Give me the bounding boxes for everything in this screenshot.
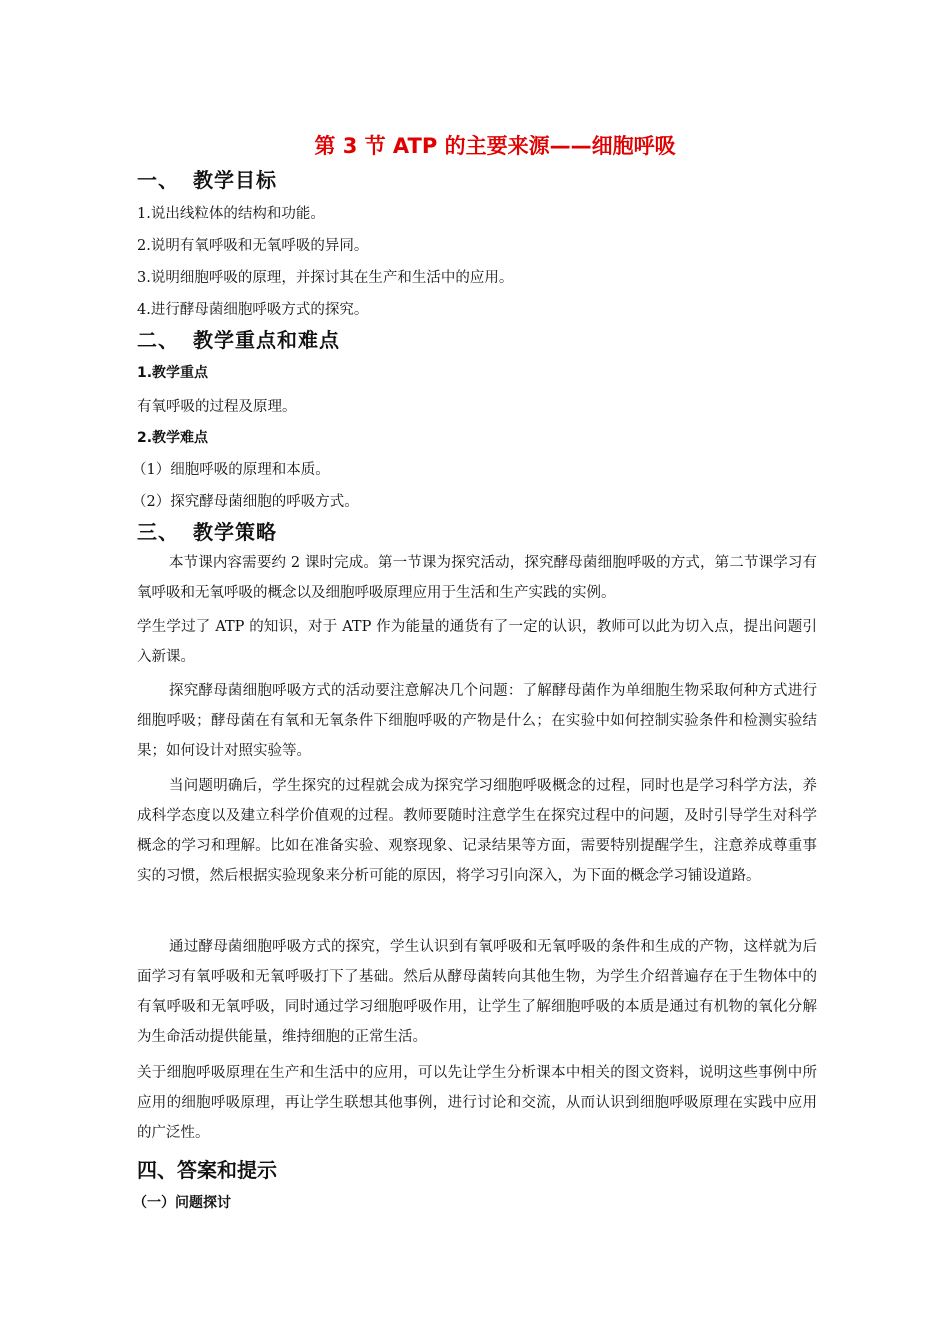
list-item: （2）探究酵母菌细胞的呼吸方式。 bbox=[132, 494, 359, 510]
section-heading-answers: 四、答案和提示 bbox=[137, 1158, 277, 1182]
subheading-key-point: 1.教学重点 bbox=[137, 365, 209, 381]
list-item: 3.说明细胞呼吸的原理，并探讨其在生产和生活中的应用。 bbox=[137, 270, 514, 286]
paragraph: 当问题明确后，学生探究的过程就会成为探究学习细胞呼吸概念的过程，同时也是学习科学方法，养成科学态度以及建立科学价值观的过程。教师要随时注意学生在探究过程中的问题，及时引导学生对科学概念的学习和理解。比如在准备实验、观察现象、记录结果等方面，需要特别提醒学生，注意养成尊重事实的习惯，然后根据实验现象来分析可能的原因，将学习引向深入，为下面的概念学习铺设道路。 bbox=[137, 778, 817, 884]
paragraph: 通过酵母菌细胞呼吸方式的探究，学生认识到有氧呼吸和无氧呼吸的条件和生成的产物，这样就为后面学习有氧呼吸和无氧呼吸打下了基础。然后从酵母菌转向其他生物，为学生介绍普遍存在于生物体中的有氧呼吸和无氧呼吸，同时通过学习细胞呼吸作用，让学生了解细胞呼吸的本质是通过有机物的氧化分解为生命活动提供能量，维持细胞的正常生活。 bbox=[137, 939, 817, 1045]
section-title: 教学重点和难点 bbox=[193, 328, 340, 352]
key-point-text: 有氧呼吸的过程及原理。 bbox=[137, 399, 297, 415]
list-item: 4.进行酵母菌细胞呼吸方式的探究。 bbox=[137, 302, 369, 318]
section-heading-strategy bbox=[137, 516, 277, 545]
section-heading-key-points bbox=[137, 324, 340, 353]
paragraph: 探究酵母菌细胞呼吸方式的活动要注意解决几个问题：了解酵母菌作为单细胞生物采取何种方式进行细胞呼吸；酵母菌在有氧和无氧条件下细胞呼吸的产物是什么；在实验中如何控制实验条件和检测实验结果；如何设计对照实验等。 bbox=[137, 683, 817, 759]
paragraph: 本节课内容需要约 2 课时完成。第一节课为探究活动，探究酵母菌细胞呼吸的方式，第二节课学习有氧呼吸和无氧呼吸的概念以及细胞呼吸原理应用于生活和生产实践的实例。 bbox=[137, 555, 817, 601]
list-item: 2.说明有氧呼吸和无氧呼吸的异同。 bbox=[137, 238, 369, 254]
section-number: 三、 bbox=[137, 520, 179, 544]
paragraph: 关于细胞呼吸原理在生产和生活中的应用，可以先让学生分析课本中相关的图文资料，说明这些事例中所应用的细胞呼吸原理，再让学生联想其他事例，进行讨论和交流，从而认识到细胞呼吸原理在实践中应用的广泛性。 bbox=[137, 1065, 817, 1141]
subheading-question-discussion: （一）问题探讨 bbox=[133, 1195, 231, 1211]
section-title: 教学目标 bbox=[193, 168, 277, 192]
list-item: 1.说出线粒体的结构和功能。 bbox=[137, 206, 325, 222]
section-title: 教学策略 bbox=[193, 520, 277, 544]
section-heading-objectives bbox=[137, 164, 277, 193]
section-number: 一、 bbox=[137, 168, 179, 192]
list-item: （1）细胞呼吸的原理和本质。 bbox=[132, 462, 330, 478]
document-title: 第 3 节 ATP 的主要来源——细胞呼吸 bbox=[314, 134, 676, 158]
subheading-difficulty: 2.教学难点 bbox=[137, 430, 209, 446]
paragraph: 学生学过了 ATP 的知识，对于 ATP 作为能量的通货有了一定的认识，教师可以此为切入点，提出问题引入新课。 bbox=[137, 619, 817, 665]
section-number: 二、 bbox=[137, 328, 179, 352]
